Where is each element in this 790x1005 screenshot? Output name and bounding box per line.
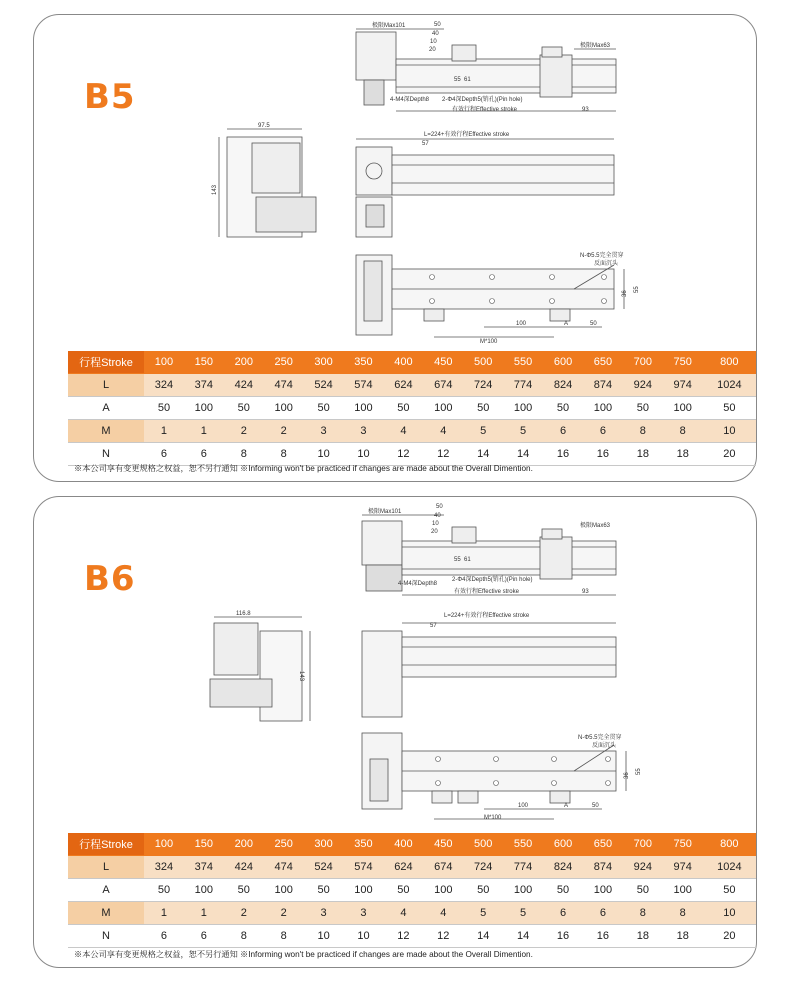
dim-20: 20	[429, 47, 436, 53]
dim-36: 36	[624, 772, 630, 779]
table-cell: 8	[663, 420, 703, 443]
table-cell: 800	[703, 351, 756, 374]
table-cell: 12	[423, 443, 463, 466]
table-cell: 50	[383, 397, 423, 420]
table-cell: 5	[463, 420, 503, 443]
table-cell: 650	[583, 351, 623, 374]
table-cell: 100	[264, 397, 304, 420]
table-cell: 100	[663, 397, 703, 420]
table-cell: 5	[503, 420, 543, 443]
table-cell: 550	[503, 351, 543, 374]
table-cell: 100	[503, 397, 543, 420]
table-cell: 4	[423, 420, 463, 443]
table-cell: 50	[304, 397, 344, 420]
row-header: A	[68, 879, 144, 902]
table-cell: 924	[623, 856, 663, 879]
table-cell: 100	[344, 879, 384, 902]
table-cell: 10	[344, 443, 384, 466]
table-cell: 200	[224, 833, 264, 856]
table-cell: 400	[383, 833, 423, 856]
footnote: ※本公司享有变更规格之权益，恕不另行通知 ※Informing won't be practiced if changes are made about the Overall Dimention.	[74, 464, 533, 473]
table-cell: 300	[304, 833, 344, 856]
dim-pin: 2-Φ4深Depth5(销孔)(Pin hole)	[452, 577, 533, 583]
table-cell: 524	[304, 374, 344, 397]
table-row	[68, 925, 756, 948]
table-cell: 3	[304, 902, 344, 925]
table-cell: 974	[663, 374, 703, 397]
dim-limit-left: 极限Max101	[372, 23, 406, 29]
table-cell: 100	[264, 879, 304, 902]
table-cell: 4	[423, 902, 463, 925]
table-cell: 6	[583, 420, 623, 443]
table-cell: 100	[423, 879, 463, 902]
table-cell: 424	[224, 856, 264, 879]
table-cell: 8	[623, 902, 663, 925]
row-header: N	[68, 925, 144, 948]
table-cell: 12	[383, 925, 423, 948]
dim-20: 20	[431, 529, 438, 535]
table-cell: 8	[224, 925, 264, 948]
table-cell: 10	[344, 925, 384, 948]
table-cell: 50	[144, 879, 184, 902]
table-cell: 2	[264, 902, 304, 925]
table-cell: 8	[663, 902, 703, 925]
dim-m4: 4-M4深Depth8	[398, 581, 438, 587]
table-cell: 50	[144, 397, 184, 420]
table-cell: 150	[184, 833, 224, 856]
table-cell: 824	[543, 856, 583, 879]
table-cell: 100	[503, 879, 543, 902]
table-cell: 12	[383, 443, 423, 466]
table-cell: 724	[463, 374, 503, 397]
technical-drawing	[34, 15, 756, 355]
table-cell: 374	[184, 374, 224, 397]
dim-93: 93	[582, 589, 589, 595]
table-cell: 400	[383, 351, 423, 374]
dim-55b: 55	[634, 286, 640, 293]
table-cell: 50	[623, 397, 663, 420]
table-cell: 3	[344, 902, 384, 925]
table-cell: 1024	[703, 856, 756, 879]
dim-50b: 50	[592, 803, 599, 809]
table-cell: 16	[543, 925, 583, 948]
table-cell: 8	[264, 443, 304, 466]
table-cell: 874	[583, 856, 623, 879]
dim-eff: 有效行程Effective stroke	[452, 107, 517, 113]
table-cell: 774	[503, 374, 543, 397]
table-cell: 50	[703, 397, 756, 420]
table-cell: 6	[144, 443, 184, 466]
dim-10: 10	[430, 39, 437, 45]
table-cell: 2	[224, 420, 264, 443]
table-cell: 8	[623, 420, 663, 443]
table-cell: 14	[503, 443, 543, 466]
dim-eff: 有效行程Effective stroke	[454, 589, 519, 595]
table-cell: 20	[703, 443, 756, 466]
table-cell: 650	[583, 833, 623, 856]
table-cell: 100	[184, 397, 224, 420]
dim-side-height: 143	[298, 671, 304, 682]
dim-40: 40	[432, 31, 439, 37]
table-cell: 100	[583, 397, 623, 420]
table-row	[68, 879, 756, 902]
table-cell: 50	[463, 397, 503, 420]
table-cell: 16	[583, 925, 623, 948]
table-cell: 424	[224, 374, 264, 397]
table-cell: 724	[463, 856, 503, 879]
table-row	[68, 374, 756, 397]
table-cell: 14	[463, 925, 503, 948]
table-cell: 3	[304, 420, 344, 443]
table-cell: 50	[543, 397, 583, 420]
table-row	[68, 351, 756, 374]
table-cell: 100	[184, 879, 224, 902]
row-header: M	[68, 902, 144, 925]
dim-a: A	[564, 321, 569, 327]
dim-57: 57	[422, 141, 429, 147]
dim-50: 50	[436, 504, 443, 510]
dim-100: 100	[516, 321, 527, 327]
dim-limit-right: 极限Max63	[580, 43, 611, 49]
dim-pin: 2-Φ4深Depth5(销孔)(Pin hole)	[442, 97, 523, 103]
spec-card-b5	[33, 14, 757, 482]
table-cell: 1024	[703, 374, 756, 397]
table-cell: 12	[423, 925, 463, 948]
table-cell: 624	[383, 856, 423, 879]
technical-drawing	[34, 497, 756, 837]
table-cell: 924	[623, 374, 663, 397]
table-cell: 100	[583, 879, 623, 902]
dim-55b: 55	[636, 768, 642, 775]
table-cell: 450	[423, 833, 463, 856]
dim-side-width: 97.5	[258, 123, 270, 129]
table-cell: 200	[224, 351, 264, 374]
table-cell: 824	[543, 374, 583, 397]
row-header: 行程Stroke	[68, 833, 144, 856]
table-cell: 100	[144, 351, 184, 374]
table-cell: 6	[583, 902, 623, 925]
table-cell: 18	[663, 443, 703, 466]
dim-m4: 4-M4深Depth8	[390, 97, 430, 103]
table-cell: 474	[264, 374, 304, 397]
table-cell: 2	[224, 902, 264, 925]
table-cell: 774	[503, 856, 543, 879]
dim-40: 40	[434, 513, 441, 519]
table-cell: 800	[703, 833, 756, 856]
table-row	[68, 397, 756, 420]
table-cell: 4	[383, 420, 423, 443]
table-cell: 600	[543, 351, 583, 374]
stroke-table	[68, 833, 756, 948]
table-cell: 20	[703, 925, 756, 948]
table-cell: 450	[423, 351, 463, 374]
table-cell: 100	[344, 397, 384, 420]
dim-holes-countersink: 反面沉头	[592, 743, 617, 749]
dim-limit-left: 极限Max101	[368, 509, 402, 515]
table-cell: 100	[423, 397, 463, 420]
row-header: N	[68, 443, 144, 466]
dim-55: 55	[454, 77, 461, 83]
table-cell: 18	[623, 443, 663, 466]
table-cell: 50	[224, 397, 264, 420]
table-cell: 574	[344, 856, 384, 879]
table-cell: 18	[623, 925, 663, 948]
table-cell: 14	[503, 925, 543, 948]
table-cell: 18	[663, 925, 703, 948]
dim-limit-right: 极限Max63	[580, 523, 611, 529]
table-cell: 250	[264, 833, 304, 856]
table-cell: 250	[264, 351, 304, 374]
model-title: B5	[84, 77, 136, 117]
table-cell: 10	[703, 420, 756, 443]
table-row	[68, 856, 756, 879]
table-cell: 50	[383, 879, 423, 902]
table-cell: 350	[344, 833, 384, 856]
table-cell: 700	[623, 351, 663, 374]
dim-50b: 50	[590, 321, 597, 327]
table-cell: 974	[663, 856, 703, 879]
table-cell: 100	[663, 879, 703, 902]
table-cell: 16	[583, 443, 623, 466]
dim-side-height: 143	[212, 184, 218, 195]
table-cell: 674	[423, 856, 463, 879]
dim-36: 36	[622, 290, 628, 297]
table-cell: 600	[543, 833, 583, 856]
model-title: B6	[84, 559, 136, 599]
table-cell: 1	[184, 902, 224, 925]
table-cell: 100	[144, 833, 184, 856]
table-cell: 4	[383, 902, 423, 925]
table-cell: 624	[383, 374, 423, 397]
table-cell: 50	[623, 879, 663, 902]
table-cell: 324	[144, 856, 184, 879]
dim-side-width: 116.8	[236, 611, 251, 617]
table-cell: 6	[184, 443, 224, 466]
dim-57: 57	[430, 623, 437, 629]
table-cell: 3	[344, 420, 384, 443]
table-cell: 5	[503, 902, 543, 925]
dim-93: 93	[582, 107, 589, 113]
table-cell: 10	[304, 925, 344, 948]
table-cell: 5	[463, 902, 503, 925]
row-header: L	[68, 856, 144, 879]
table-cell: 50	[224, 879, 264, 902]
table-cell: 750	[663, 351, 703, 374]
table-cell: 350	[344, 351, 384, 374]
table-cell: 8	[264, 925, 304, 948]
table-cell: 2	[264, 420, 304, 443]
row-header: A	[68, 397, 144, 420]
table-cell: 14	[463, 443, 503, 466]
dim-m100: M*100	[484, 815, 502, 821]
table-cell: 700	[623, 833, 663, 856]
table-cell: 10	[703, 902, 756, 925]
dim-holes-countersink: 反面沉头	[594, 261, 619, 267]
dim-55: 55	[454, 557, 461, 563]
dim-61: 61	[464, 77, 471, 83]
table-cell: 16	[543, 443, 583, 466]
table-cell: 50	[463, 879, 503, 902]
table-cell: 750	[663, 833, 703, 856]
table-row	[68, 902, 756, 925]
table-cell: 500	[463, 351, 503, 374]
table-cell: 524	[304, 856, 344, 879]
table-cell: 50	[543, 879, 583, 902]
table-cell: 150	[184, 351, 224, 374]
dim-holes: N-Φ5.5完全贯穿	[578, 735, 622, 741]
table-cell: 324	[144, 374, 184, 397]
table-cell: 6	[184, 925, 224, 948]
table-cell: 300	[304, 351, 344, 374]
table-cell: 474	[264, 856, 304, 879]
table-cell: 574	[344, 374, 384, 397]
table-cell: 374	[184, 856, 224, 879]
dim-100: 100	[518, 803, 529, 809]
dim-10: 10	[432, 521, 439, 527]
dim-61: 61	[464, 557, 471, 563]
table-cell: 50	[304, 879, 344, 902]
dim-length: L=224+有效行程Effective stroke	[444, 613, 530, 619]
table-cell: 8	[224, 443, 264, 466]
dim-50: 50	[434, 22, 441, 28]
table-cell: 874	[583, 374, 623, 397]
dim-m100: M*100	[480, 339, 498, 345]
table-cell: 674	[423, 374, 463, 397]
table-cell: 1	[184, 420, 224, 443]
table-cell: 6	[543, 420, 583, 443]
table-row	[68, 833, 756, 856]
dim-a: A	[564, 803, 569, 809]
table-cell: 550	[503, 833, 543, 856]
row-header: 行程Stroke	[68, 351, 144, 374]
table-cell: 50	[703, 879, 756, 902]
table-cell: 10	[304, 443, 344, 466]
row-header: L	[68, 374, 144, 397]
row-header: M	[68, 420, 144, 443]
table-cell: 1	[144, 420, 184, 443]
table-cell: 6	[144, 925, 184, 948]
table-cell: 6	[543, 902, 583, 925]
dim-holes: N-Φ5.5完全贯穿	[580, 253, 624, 259]
footnote: ※本公司享有变更规格之权益，恕不另行通知 ※Informing won't be practiced if changes are made about the Overall Dimention.	[74, 950, 533, 959]
table-cell: 500	[463, 833, 503, 856]
dim-length: L=224+有效行程Effective stroke	[424, 132, 510, 138]
table-cell: 1	[144, 902, 184, 925]
stroke-table	[68, 351, 756, 466]
spec-card-b6	[33, 496, 757, 968]
table-row	[68, 420, 756, 443]
